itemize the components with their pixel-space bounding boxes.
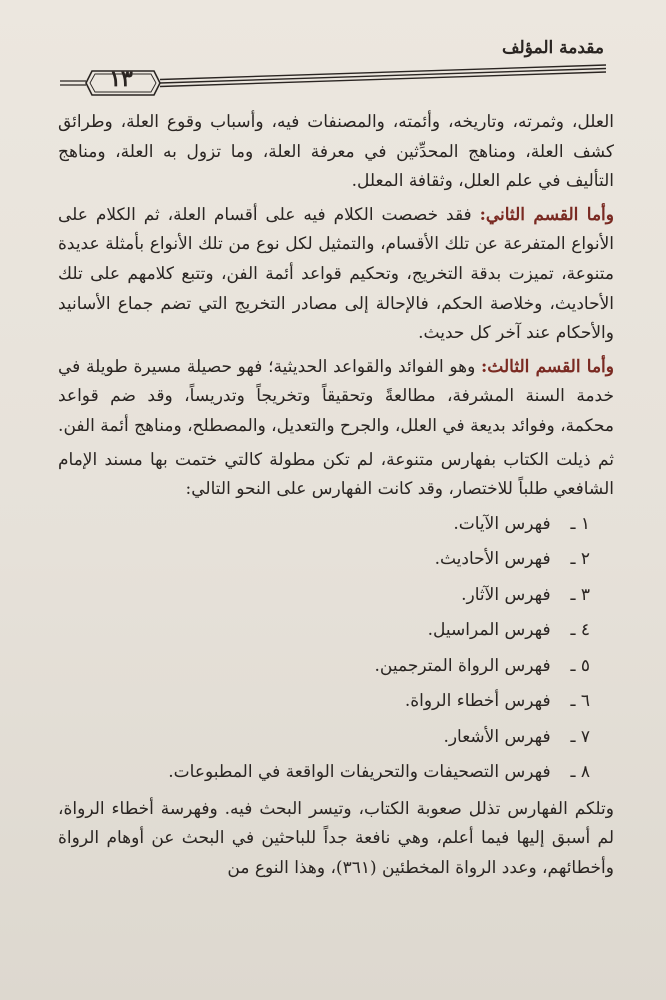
list-item-label: فهرس التصحيفات والتحريفات الواقعة في المطبوعات. (168, 762, 551, 783)
list-item-label: فهرس الآثار. (461, 584, 551, 605)
paragraph-final: وتلكم الفهارس تذلل صعوبة الكتاب، وتيسر البحث فيه. وفهرسة أخطاء الرواة، لم أسبق إليها فيما أعلم، وهي نافعة جداً للباحثين في البحث عن أوهام الرواة وأخطائهم، وعدد الرواة المخطئين (٣٦١)، وهذا النوع من (58, 798, 614, 878)
list-item (58, 542, 590, 578)
list-item-number: ٦ ـ (570, 691, 590, 712)
list-item (58, 649, 590, 685)
list-item-number: ٥ ـ (570, 655, 590, 676)
list-item-number: ٢ ـ (570, 549, 590, 570)
list-item-label: فهرس المراسيل. (427, 620, 551, 641)
list-item-number: ٣ ـ (570, 584, 590, 605)
paragraph-section-2 (58, 201, 614, 349)
list-item-label: فهرس الأحاديث. (434, 549, 551, 570)
list-item-number: ١ ـ (570, 513, 590, 534)
list-item (58, 684, 590, 720)
list-item (58, 578, 590, 614)
list-item (58, 613, 590, 649)
paragraph-indexes-intro: ثم ذيلت الكتاب بفهارس متنوعة، لم تكن مطولة كالتي ختمت بها مسند الإمام الشافعي طلباً للاختصار، وقد كانت الفهارس على النحو التالي: (58, 449, 614, 500)
list-item-label: فهرس الآيات. (453, 513, 551, 534)
list-item-label: فهرس الأشعار. (443, 726, 551, 747)
list-item-label: فهرس أخطاء الرواة. (404, 691, 551, 712)
index-list (58, 507, 614, 791)
section-2-heading: وأما القسم الثاني: (479, 204, 614, 225)
list-item (58, 720, 590, 756)
section-3-heading: وأما القسم الثالث: (481, 356, 614, 377)
section-2-text: فقد خصصت الكلام فيه على أقسام العلة، ثم الكلام على الأنواع المتفرعة عن تلك الأقسام، والتمثيل لكل نوع من تلك الأنواع بأمثلة عديدة متنوعة، تميزت بدقة التخريج، وتحكيم قواعد أئمة الفن، وتتبع كلامهم على تلك الأحاديث، وخلاصة الحكم، فالإحالة إلى مصادر التخريج التي تضم جماع الأسانيد والأحكام عند آخر كل حديث. (58, 204, 614, 344)
list-item-label: فهرس الرواة المترجمين. (374, 655, 551, 676)
list-item-number: ٤ ـ (570, 620, 590, 641)
running-head-title: مقدمة المؤلف (501, 38, 604, 58)
list-item-number: ٧ ـ (570, 726, 590, 747)
paragraph-section-3 (58, 353, 614, 442)
paragraph-1: العلل، وثمرته، وتاريخه، وأئمته، والمصنفات فيه، وأسباب وقوع العلة، وطرائق كشف العلة، ومناهج المحدِّثين في معرفة العلة، وما تزول به العلة، ومناهج التأليف في علم العلل، وثقافة المعلل. (58, 112, 614, 192)
list-item (58, 507, 590, 543)
list-item-number: ٨ ـ (570, 762, 590, 783)
page-number: ١٣ (109, 66, 133, 92)
body-text (58, 108, 614, 884)
section-3-text: وهو الفوائد والقواعد الحديثية؛ فهو حصيلة مسيرة طويلة في خدمة السنة المشرفة، مطالعةً وتحقيقاً وتخريجاً وتدريساً، وقد ضم قواعد محكمة، وفوائد بديعة في العلل، والجرح والتعديل، والمصطلح، ومناهج أئمة الفن. (58, 356, 614, 436)
list-item (58, 755, 590, 791)
